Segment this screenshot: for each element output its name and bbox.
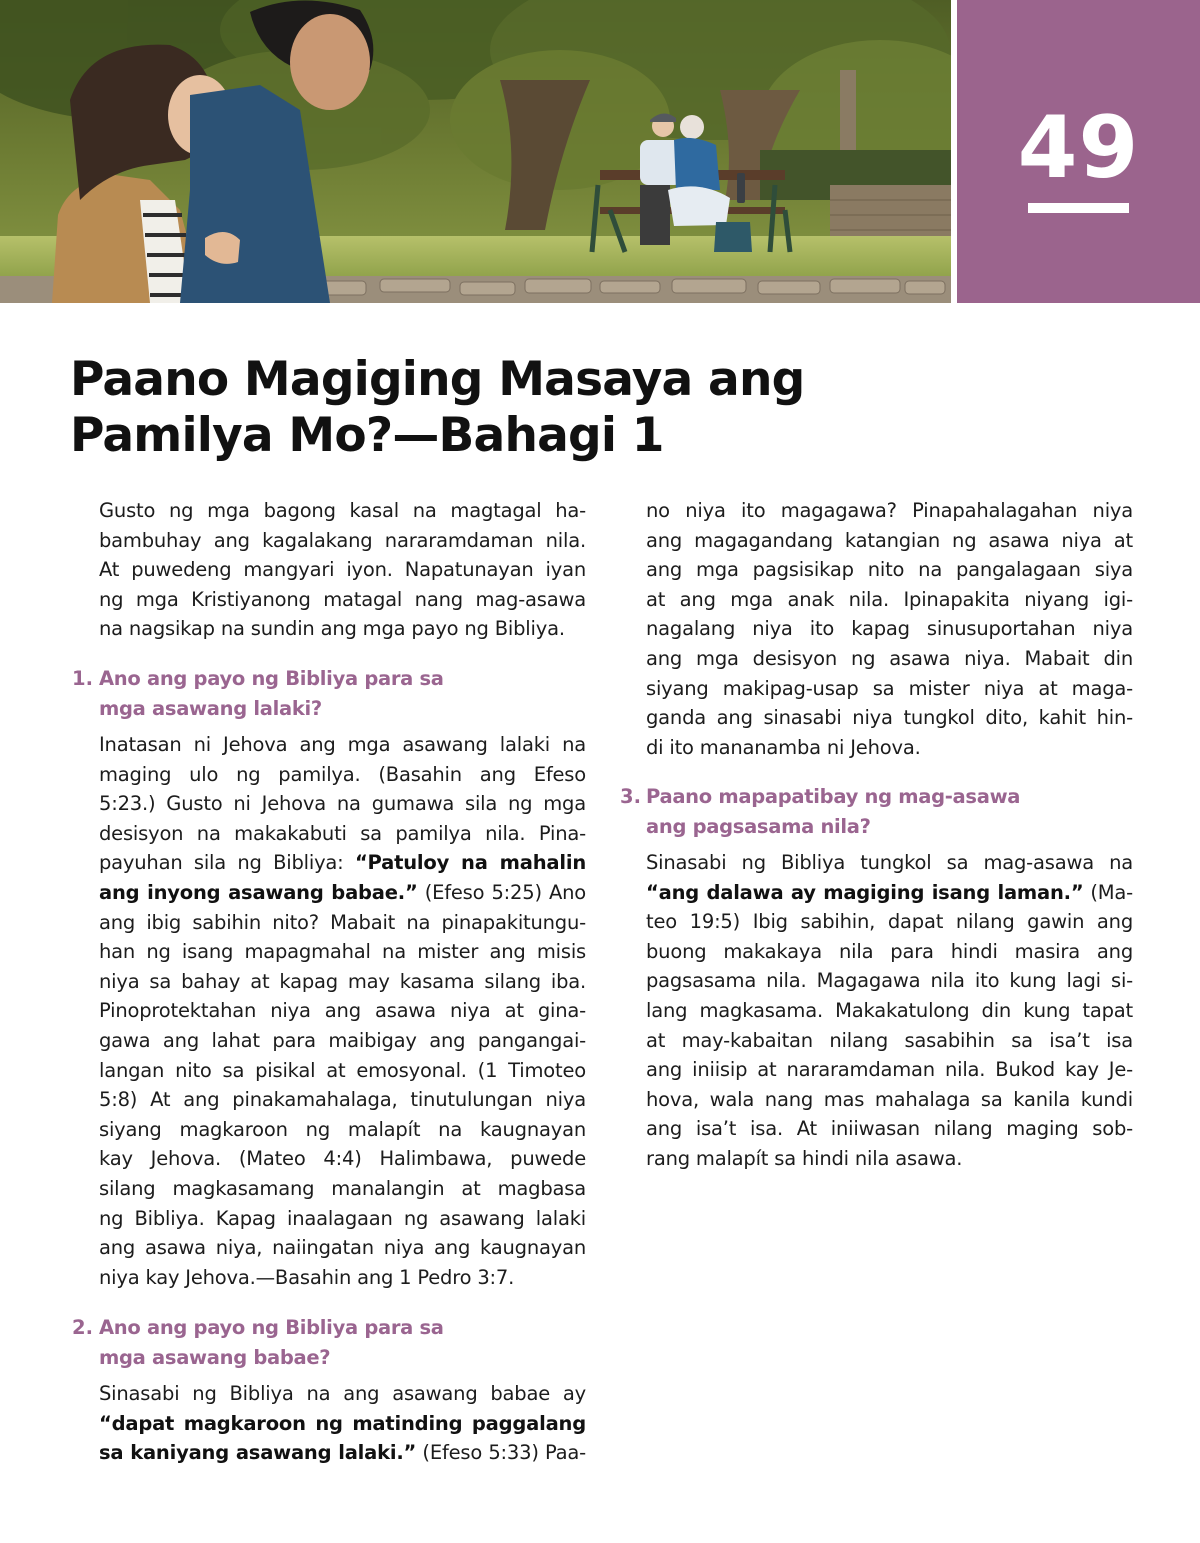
question-heading: Ano ang payo ng Bibliya para sa	[99, 1316, 444, 1339]
text-line	[99, 967, 586, 997]
text-run: Inatasan ni Jehova ang mga asawang lalaki na	[99, 733, 586, 756]
text-line	[99, 1056, 586, 1086]
text-line	[99, 1263, 586, 1293]
text-run: siyang magkaroon ng malapít na kaugnayan	[99, 1117, 586, 1141]
text-run: maging ulo ng pamilya. (Basahin ang Efeso	[99, 762, 586, 786]
text-run: Sinasabi ng Bibliya tungkol sa mag-asawa na	[646, 851, 1133, 874]
text-run: buong makakaya nila para hindi masira ang	[646, 939, 1133, 963]
text-run: han ng isang mapagmahal na mister ang misis	[99, 940, 586, 964]
text-line	[646, 555, 1133, 585]
text-run: silang magkasamang manalangin at magbasa	[99, 1177, 586, 1200]
question-heading: Ano ang payo ng Bibliya para sa	[99, 667, 444, 690]
text-line	[99, 1409, 586, 1439]
lesson-number: 49	[1017, 98, 1140, 198]
text-run: at ang mga anak nila. Ipinapakita niyang igi-	[646, 587, 1133, 611]
text-line	[646, 1085, 1133, 1115]
text-line	[99, 1144, 586, 1174]
text-line	[646, 496, 1133, 526]
question-number: 3.	[620, 785, 641, 808]
text-line	[646, 878, 1133, 908]
text-line	[99, 789, 586, 819]
text-run: di ito mananamba ni Jehova.	[646, 735, 921, 759]
text-line	[99, 1204, 586, 1234]
text-line: At puwedeng mangyari iyon. Napatunayan iyan	[99, 558, 586, 582]
text-run: niya sa bahay at kapag may kasama silang iba.	[99, 969, 586, 993]
text-line: ng mga Kristiyanong matagal nang mag-asawa	[99, 587, 586, 611]
text-line	[646, 526, 1133, 556]
text-run: 5:8) At ang pinakamahalaga, tinutulungan niya	[99, 1088, 586, 1112]
text-run: ang mga desisyon ng asawa niya. Mabait din	[646, 647, 1133, 670]
text-run: ang isa’t isa. At iniiwasan nilang maging sob-	[646, 1117, 1133, 1141]
text-line	[646, 966, 1133, 996]
lesson-number-underline	[1028, 203, 1129, 213]
emphasized-quote: ang inyong asawang babae.”	[99, 881, 418, 904]
text-run: kay Jehova. (Mateo 4:4) Halimbawa, puwede	[99, 1147, 586, 1171]
text-run: rang malapít sa hindi nila asawa.	[646, 1147, 963, 1170]
text-run: at may-kabaitan nilang sasabihin sa isa’t isa	[646, 1028, 1133, 1052]
text-line	[646, 703, 1133, 733]
text-line: na nagsikap na sundin ang mga payo ng Bibliya.	[99, 617, 565, 641]
text-run: pagsasama nila. Magagawa nila ito kung lagi si-	[646, 969, 1133, 993]
question-heading: mga asawang lalaki?	[99, 696, 322, 720]
question-heading: mga asawang babae?	[99, 1345, 331, 1369]
text-run: nagalang niya ito kapag sinusuportahan niya	[646, 617, 1133, 641]
text-run: ang iniisip at nararamdaman nila. Bukod kay Je-	[646, 1058, 1133, 1082]
text-line	[99, 1085, 586, 1115]
text-line	[99, 1174, 586, 1204]
text-line	[99, 1438, 586, 1468]
text-run: (Efeso 5:33) Paa-	[416, 1441, 586, 1465]
text-run: siyang makipag-usap sa mister niya at maga-	[646, 676, 1133, 700]
text-line	[646, 1026, 1133, 1056]
text-line	[99, 996, 586, 1026]
text-line: Gusto ng mga bagong kasal na magtagal ha-	[99, 499, 586, 522]
text-line	[99, 1233, 586, 1263]
park-couple-illustration	[0, 0, 951, 303]
text-line	[646, 907, 1133, 937]
text-run: niya kay Jehova.—Basahin ang 1 Pedro 3:7.	[99, 1265, 515, 1289]
text-run: langan nito sa pisikal at emosyonal. (1 Timoteo	[99, 1058, 586, 1082]
text-line	[646, 1055, 1133, 1085]
text-run: Sinasabi ng Bibliya na ang asawang babae ay	[99, 1382, 586, 1405]
text-line	[99, 878, 586, 908]
question-heading: ang pagsasama nila?	[646, 814, 871, 838]
text-line	[646, 644, 1133, 674]
text-run: ganda ang sinasabi niya tungkol dito, kahit hin-	[646, 706, 1133, 730]
text-run: desisyon na makakabuti sa pamilya nila. Pina-	[99, 821, 586, 845]
text-line	[99, 1379, 586, 1409]
text-line	[99, 819, 586, 849]
text-run: ang magagandang katangian ng asawa niya at	[646, 528, 1133, 552]
text-run: 5:23.) Gusto ni Jehova na gumawa sila ng mga	[99, 792, 586, 816]
text-run: gawa ang lahat para maibigay ang pangangai-	[99, 1029, 586, 1052]
text-run: (Ma-	[1083, 880, 1133, 904]
text-line	[646, 585, 1133, 615]
text-line	[646, 674, 1133, 704]
text-line	[99, 908, 586, 938]
lesson-number-badge	[957, 0, 1200, 303]
text-run: ng Bibliya. Kapag inaalagaan ng asawang lalaki	[99, 1206, 586, 1230]
title-line: Paano Magiging Masaya ang	[70, 352, 805, 407]
text-run: ang ibig sabihin nito? Mabait na pinapakitungu-	[99, 910, 586, 934]
hero-photo	[0, 0, 951, 303]
question-heading: Paano mapapatibay ng mag-asawa	[646, 785, 1021, 808]
emphasized-quote: sa kaniyang asawang lalaki.”	[99, 1441, 417, 1465]
emphasized-quote: “Patuloy na mahalin	[354, 851, 587, 875]
text-run: (Efeso 5:25) Ano	[417, 881, 586, 904]
text-line	[646, 733, 1133, 763]
text-run: payuhan sila ng Bibliya:	[99, 851, 355, 875]
text-run: ang asawa niya, naiingatan niya ang kaugnayan	[99, 1236, 586, 1260]
text-run: hova, wala nang mas mahalaga sa kanila kundi	[646, 1087, 1133, 1111]
text-run: no niya ito magagawa? Pinapahalagahan niya	[646, 499, 1133, 522]
text-run: teo 19:5) Ibig sabihin, dapat nilang gawin ang	[646, 910, 1133, 934]
question-number: 2.	[72, 1316, 93, 1339]
title-line: Pamilya Mo?—Bahagi 1	[70, 408, 664, 463]
text-run: ang mga pagsisikap nito na pangalagaan siya	[646, 558, 1133, 582]
text-line	[99, 730, 586, 760]
emphasized-quote: “ang dalawa ay magiging isang laman.”	[646, 880, 1084, 904]
text-line	[646, 996, 1133, 1026]
text-line	[99, 1115, 586, 1145]
text-line	[646, 937, 1133, 967]
text-line	[99, 1026, 586, 1056]
text-line	[99, 848, 586, 878]
text-line	[99, 760, 586, 790]
text-run: Pinoprotektahan niya ang asawa niya at gina-	[99, 999, 586, 1023]
question-number: 1.	[72, 667, 93, 690]
text-line	[646, 1114, 1133, 1144]
page-title	[70, 352, 804, 464]
text-line	[646, 1144, 1133, 1174]
text-line	[646, 614, 1133, 644]
text-line	[99, 937, 586, 967]
text-run: lang magkasama. Makakatulong din kung tapat	[646, 999, 1133, 1022]
text-line: bambuhay ang kagalakang nararamdaman nila.	[99, 528, 586, 552]
text-line	[646, 848, 1133, 878]
emphasized-quote: “dapat magkaroon ng matinding paggalang	[99, 1411, 586, 1435]
